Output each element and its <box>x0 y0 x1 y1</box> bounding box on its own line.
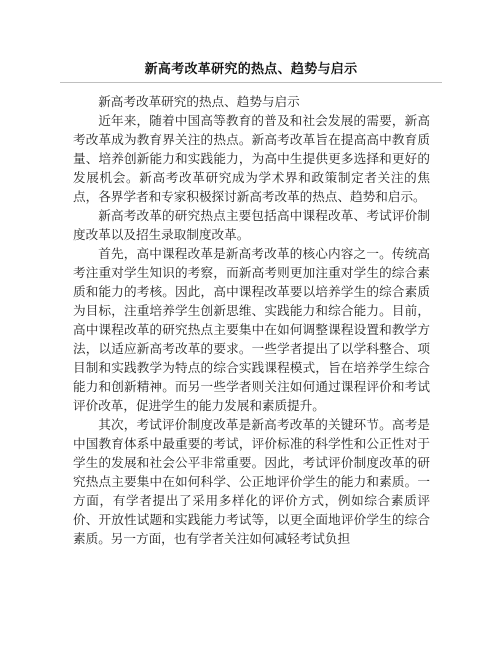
document-title: 新高考改革研究的热点、趋势与启示 <box>144 62 358 77</box>
document-body <box>73 92 430 548</box>
paragraph-subtitle: 新高考改革研究的热点、趋势与启示 <box>98 94 300 109</box>
paragraph-hotspots: 新高考改革的研究热点主要包括高中课程改革、考试评价制度改革以及招生录取制度改革。 <box>73 208 430 242</box>
paragraph-curriculum: 首先，高中课程改革是新高考改革的核心内容之一。传统高考注重对学生知识的考察，而新高考则更加注重对学生的综合素质和能力的考核。因此，高中课程改革要以培养学生的综合素质为目标，注重培养学生创新思维、实践能力和综合能力。目前，高中课程改革的研究热点主要集中在如何调整课程设置和教学方法，以适应新高考改革的要求。一些学者提出了以学科整合、项目制和实践教学为特点的综合实践课程模式，旨在培养学生综合能力和创新精神。而另一些学者则关注如何通过课程评价和考试评价改革，促进学生的能力发展和素质提升。 <box>73 246 430 413</box>
paragraph-intro: 近年来，随着中国高等教育的普及和社会发展的需要，新高考改革成为教育界关注的热点。新高考改革旨在提高高中教育质量、培养创新能力和实践能力，为高中生提供更多选择和更好的发展机会。新高考改革研究成为学术界和政策制定者关注的焦点，各界学者和专家积极探讨新高考改革的热点、趋势和启示。 <box>73 113 430 204</box>
paragraph-evaluation: 其次，考试评价制度改革是新高考改革的关键环节。高考是中国教育体系中最重要的考试，评价标准的科学性和公正性对于学生的发展和社会公平非常重要。因此，考试评价制度改革的研究热点主要集中在如何科学、公正地评价学生的能力和素质。一方面，有学者提出了采用多样化的评价方式，例如综合素质评价、开放性试题和实践能力考试等，以更全面地评价学生的综合素质。另一方面，也有学者关注如何减轻考试负担 <box>73 417 430 546</box>
title-divider <box>60 82 442 83</box>
